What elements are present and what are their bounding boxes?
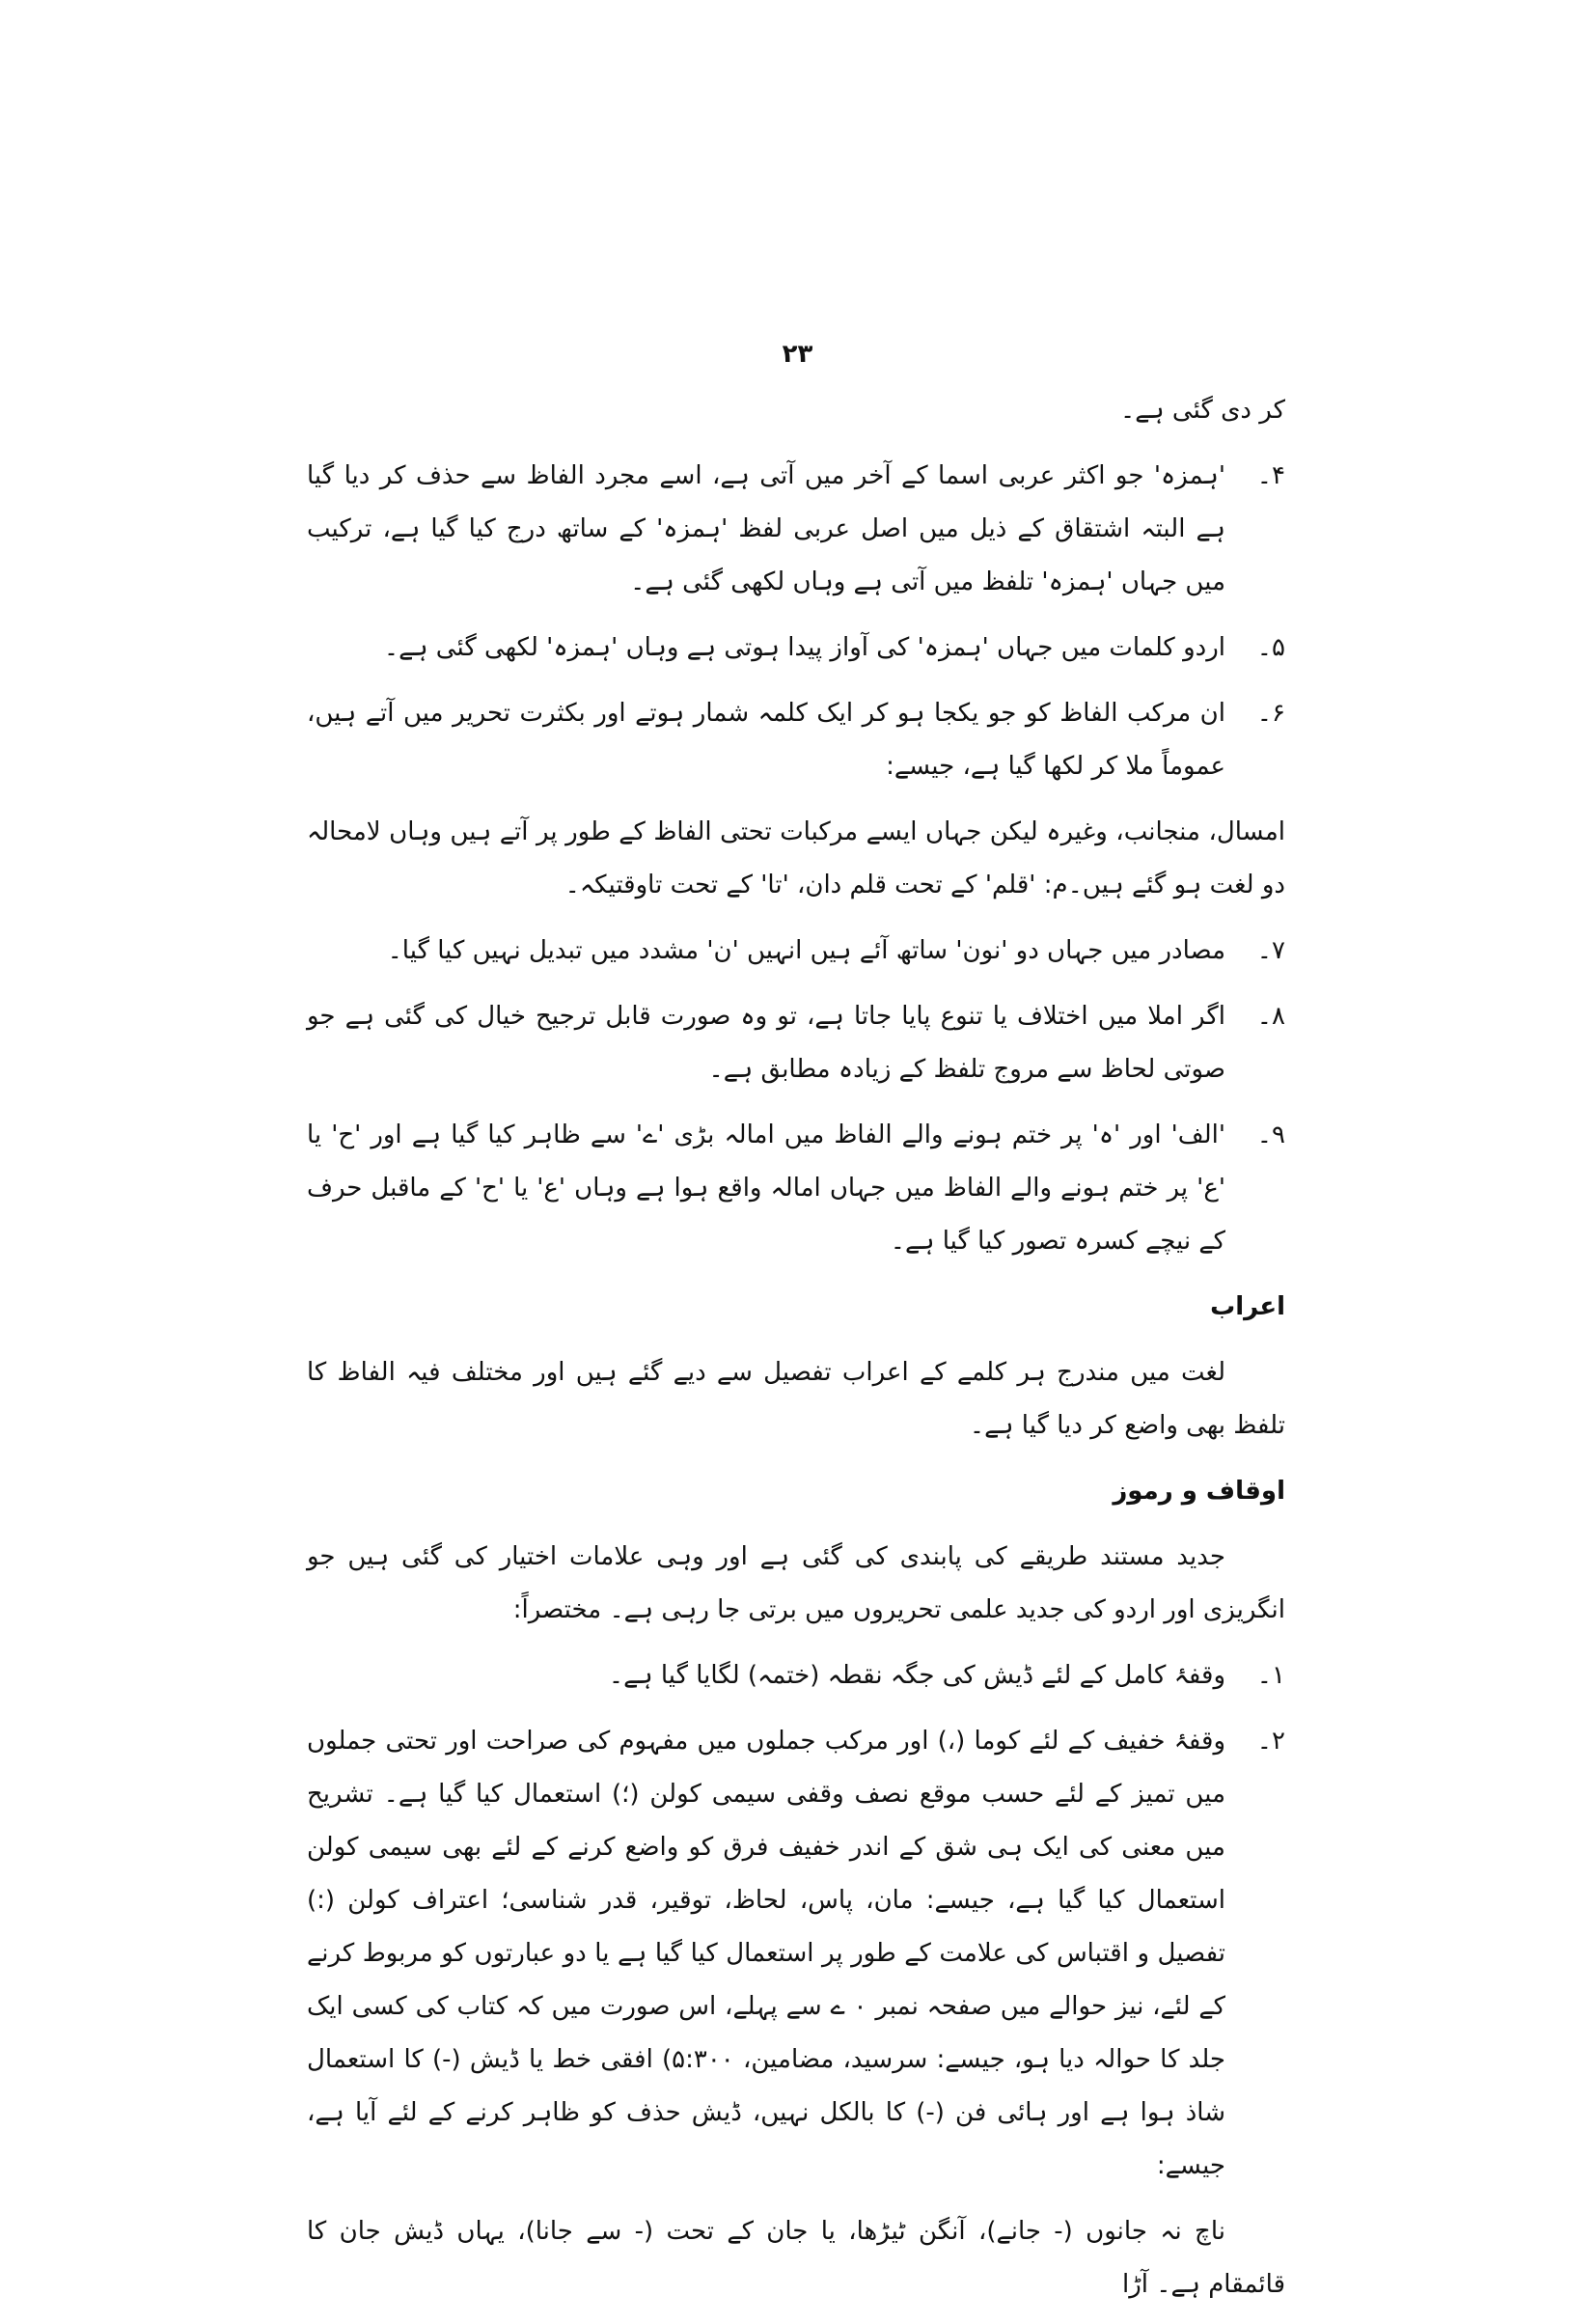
page-body <box>307 384 1285 2324</box>
continuation-line: کر دی گئی ہے۔ <box>1119 396 1285 425</box>
list-item <box>307 925 1285 978</box>
list-item <box>307 990 1285 1096</box>
section-heading-auqaf: اوقاف و رموز <box>1113 1477 1285 1506</box>
item-number: ۹۔ <box>1256 1120 1285 1149</box>
item-number: ۴۔ <box>1256 461 1285 490</box>
item-text: اگر املا میں اختلاف یا تنوع پایا جاتا ہے، تو وہ صورت قابل ترجیح خیال کی گئی ہے جو صوتی لحاظ سے مروج تلفظ کے زیادہ مطابق ہے۔ <box>307 1002 1225 1084</box>
item-text: 'ہمزہ' جو اکثر عربی اسما کے آخر میں آتی ہے، اسے مجرد الفاظ سے حذف کر دیا گیا ہے البتہ اشتقاق کے ذیل میں اصل عربی لفظ 'ہمزہ' کے ساتھ درج کیا گیا ہے، ترکیب میں جہاں 'ہمزہ' تلفظ میں آتی ہے وہاں لکھی گئی ہے۔ <box>307 461 1225 596</box>
item-text: ان مرکب الفاظ کو جو یکجا ہو کر ایک کلمہ شمار ہوتے اور بکثرت تحریر میں آتے ہیں، عموماً ملا کر لکھا گیا ہے، جیسے: <box>307 699 1225 781</box>
aarab-paragraph: لغت میں مندرج ہر کلمے کے اعراب تفصیل سے دیے گئے ہیں اور مختلف فیہ الفاظ کا تلفظ بھی واضع کر دیا گیا ہے۔ <box>307 1358 1285 1440</box>
item-text: 'الف' اور 'ہ' پر ختم ہونے والے الفاظ میں امالہ بڑی 'ے' سے ظاہر کیا گیا ہے اور 'ح' یا 'ع' پر ختم ہونے والے الفاظ میں جہاں امالہ واقع ہوا ہے وہاں 'ع' یا 'ح' کے ماقبل حرف کے نیچے کسرہ تصور کیا گیا ہے۔ <box>307 1120 1225 1256</box>
item-number: ۸۔ <box>1256 1002 1285 1031</box>
last-line: ناچ نہ جانوں (- جانے)، آنگن ٹیڑھا، یا جان کے تحت (- سے جانا)، یہاں ڈیش جان کا قائمقام ہے۔ آڑا <box>307 2217 1285 2299</box>
item-number: ۷۔ <box>1256 936 1285 965</box>
item-number: ۵۔ <box>1256 633 1285 662</box>
item-continuation: امسال، منجانب، وغیرہ لیکن جہاں ایسے مرکبات تحتی الفاظ کے طور پر آتے ہیں وہاں لامحالہ دو لغت ہو گئے ہیں۔م: 'قلم' کے تحت قلم دان، 'تا' کے تحت تاوقتیکہ۔ <box>307 817 1285 899</box>
item-number: ۶۔ <box>1256 699 1285 728</box>
item-number: ۲۔ <box>1256 1727 1285 1756</box>
auqaf-intro-paragraph: جدید مستند طریقے کی پابندی کی گئی ہے اور وہی علامات اختیار کی گئی ہیں جو انگریزی اور اردو کی جدید علمی تحریروں میں برتی جا رہی ہے۔ مختصراً: <box>307 1542 1285 1624</box>
item-text: وقفۂ کامل کے لئے ڈیش کی جگہ نقطہ (ختمہ) لگایا گیا ہے۔ <box>608 1661 1225 1690</box>
list-item <box>307 1109 1285 1268</box>
section-heading-aarab: اعراب <box>1210 1292 1285 1321</box>
page-number: ۲۳ <box>782 340 813 369</box>
list-item <box>307 1715 1285 2193</box>
item-number: ۱۔ <box>1256 1661 1285 1690</box>
item-text: اردو کلمات میں جہاں 'ہمزہ' کی آواز پیدا ہوتی ہے وہاں 'ہمزہ' لکھی گئی ہے۔ <box>383 633 1225 662</box>
list-item <box>307 450 1285 609</box>
list-item <box>307 622 1285 675</box>
item-text: وقفۂ خفیف کے لئے کوما (،) اور مرکب جملوں میں مفہوم کی صراحت اور تحتی جملوں میں تمیز کے لئے حسب موقع نصف وقفی سیمی کولن (؛) استعمال کیا گیا ہے۔ تشریح میں معنی کی ایک ہی شق کے اندر خفیف فرق کو واضع کرنے کے لئے بھی سیمی کولن استعمال کیا گیا ہے، جیسے: مان، پاس، لحاظ، توقیر، قدر شناسی؛ اعتراف کولن (:) تفصیل و اقتباس کی علامت کے طور پر استعمال کیا گیا ہے یا دو عبارتوں کو مربوط کرنے کے لئے، نیز حوالے میں صفحہ نمبر ۰ ے سے پہلے، اس صورت میں کہ کتاب کی کسی ایک جلد کا حوالہ دیا ہو، جیسے: سرسید، مضامین، ۵:۳۰۰) افقی خط یا ڈیش (-) کا استعمال شاذ ہوا ہے اور ہائی فن (-) کا بالکل نہیں، ڈیش حذف کو ظاہر کرنے کے لئے آیا ہے، جیسے: <box>307 1727 1225 2180</box>
list-item <box>307 1649 1285 1702</box>
list-item <box>307 687 1285 793</box>
item-text: مصادر میں جہاں دو 'نون' ساتھ آئے ہیں انہیں 'ن' مشدد میں تبدیل نہیں کیا گیا۔ <box>387 936 1225 965</box>
